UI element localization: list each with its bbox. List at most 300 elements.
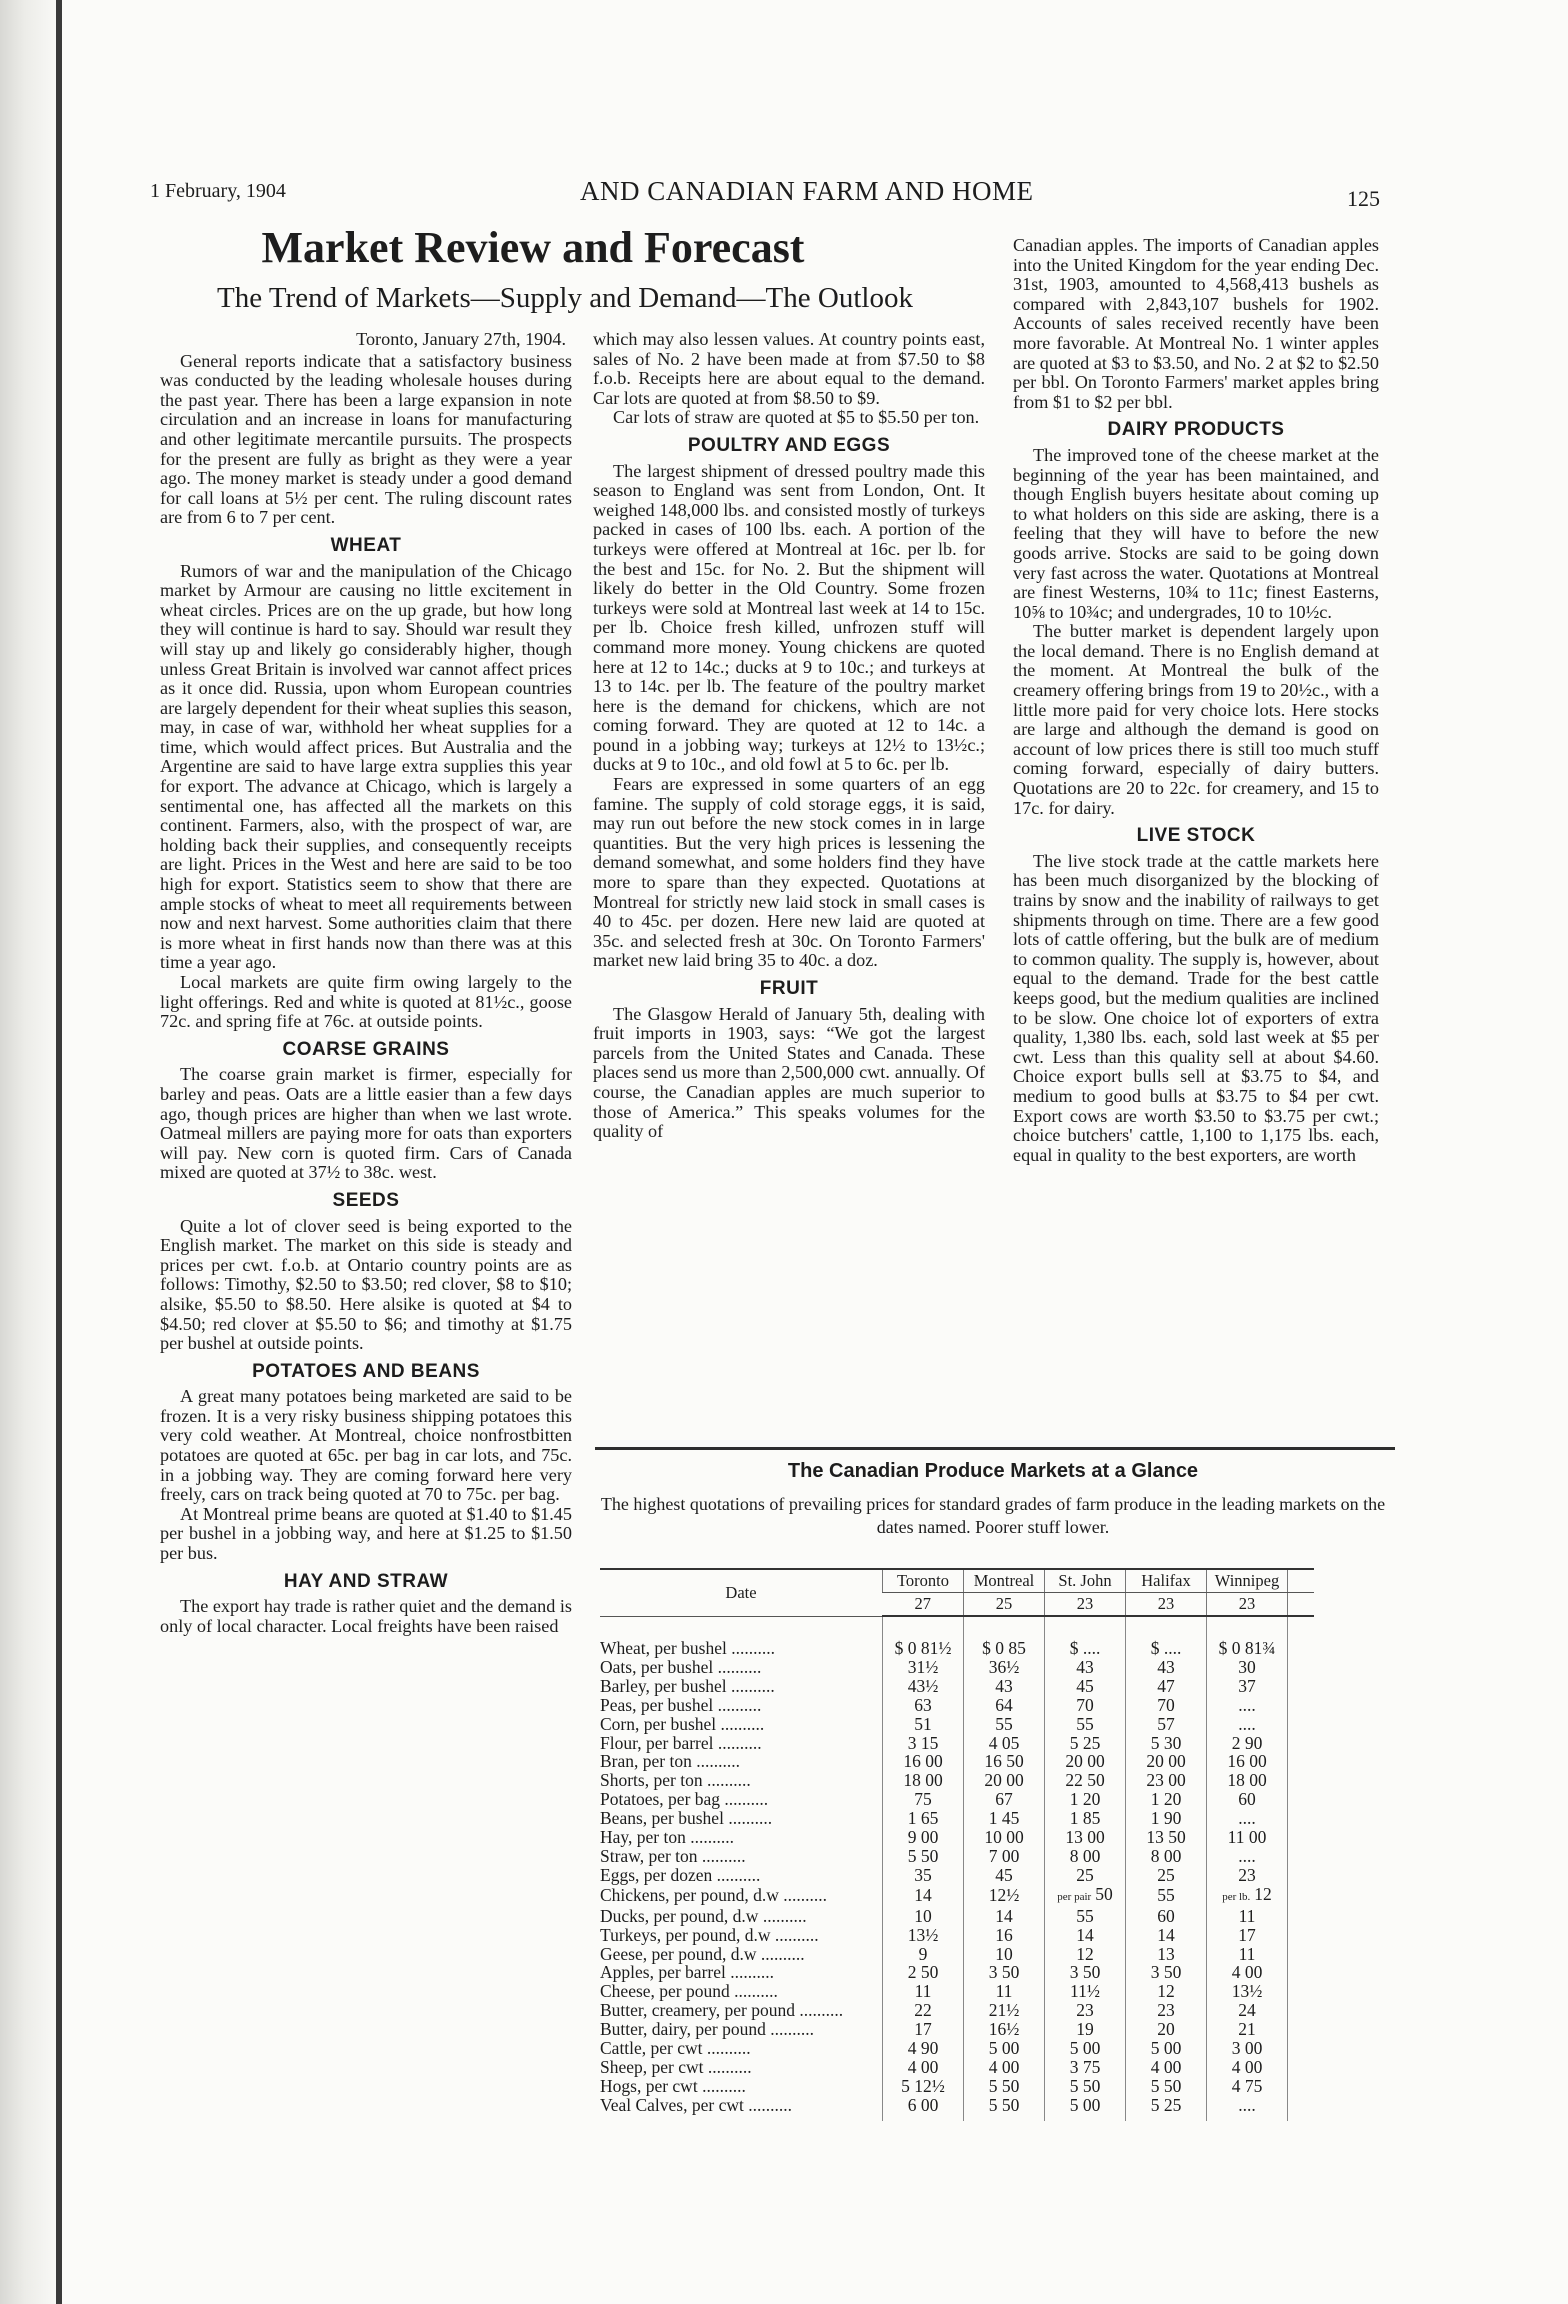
table-row <box>600 1963 1314 1982</box>
winnipeg-price <box>1207 1982 1288 2001</box>
wheat-paragraph: Local markets are quite firm owing largely to the light offerings. Red and white is quoted at 81½c., goose 72c. and spring fife at 76c. at outside points. <box>160 972 572 1032</box>
price-value: 14 <box>1076 1924 1094 1945</box>
row-item-cell <box>600 2096 883 2121</box>
spare-cell <box>1288 1866 1315 1885</box>
table-row <box>600 1771 1314 1790</box>
winnipeg-price <box>1207 1677 1288 1696</box>
date-column-header: Date <box>600 1569 883 1616</box>
price-value: 5 25 <box>1150 2094 1182 2115</box>
halifax-price <box>1126 1885 1207 1907</box>
row-item-cell <box>600 2077 883 2096</box>
stjohn-price <box>1045 1907 1126 1926</box>
toronto-price <box>883 1616 964 1658</box>
table-row <box>600 1715 1314 1734</box>
poultry-paragraph: The largest shipment of dressed poultry made this season to England was sent from London, Ont. It weighed 148,000 lbs. and consisted mostly of turkeys packed in cases of 100 lbs. each. A portion of the turkeys were offered at Montreal at 16c. per lb. for the best and 15c. for No. 2. But the shipment will likely do better in the Old Country. Some frozen turkeys were sold at Montreal last week at 14 to 15c. per lb. Choice fresh killed, unfrozen stuff will command more money. Young chickens are quoted here at 12 to 14c.; ducks at 9 to 10c.; and turkeys at 13 to 14c. per lb. The feature of the poultry market here is the demand for chickens, which are not coming forward. They are quoted at 12 to 14c. a pound in a jobbing way; turkeys at 12½ to 13½c.; ducks at 9 to 10c., and old fowl at 5 to 6c. per lb. <box>593 460 985 775</box>
price-value: 4 75 <box>1231 2075 1263 2096</box>
spare-cell <box>1288 1809 1315 1828</box>
price-value: 12 <box>1076 1943 1094 1964</box>
halifax-price <box>1126 2058 1207 2077</box>
price-value: 11 00 <box>1227 1827 1267 1848</box>
table-row <box>600 1828 1314 1847</box>
price-value: 8 00 <box>1150 1845 1182 1866</box>
price-value: 55 <box>1157 1885 1175 1906</box>
toronto-price <box>883 1847 964 1866</box>
toronto-price <box>883 1734 964 1753</box>
dairy-heading: DAIRY PRODUCTS <box>1107 419 1285 441</box>
price-value: 3 75 <box>1069 2056 1101 2077</box>
spare-cell <box>1288 1926 1315 1945</box>
winnipeg-price <box>1207 1847 1288 1866</box>
toronto-price <box>883 1790 964 1809</box>
halifax-price <box>1126 1715 1207 1734</box>
row-item-cell <box>600 1734 883 1753</box>
winnipeg-price <box>1207 1734 1288 1753</box>
spare-cell <box>1288 1982 1315 2001</box>
montreal-price <box>964 1982 1045 2001</box>
row-item-cell <box>600 1677 883 1696</box>
price-value: 7 00 <box>988 1845 1020 1866</box>
stjohn-price <box>1045 1734 1126 1753</box>
price-value: $ .... <box>1150 1638 1182 1658</box>
price-value: 14 <box>914 1885 932 1906</box>
stjohn-price <box>1045 2001 1126 2020</box>
spare-cell <box>1288 1771 1315 1790</box>
price-value: 1 20 <box>1069 1789 1101 1810</box>
halifax-price <box>1126 2020 1207 2039</box>
price-value: 16½ <box>988 2019 1020 2040</box>
price-value: $ .... <box>1069 1638 1101 1658</box>
montreal-price <box>964 2001 1045 2020</box>
stjohn-price <box>1045 1677 1126 1696</box>
stjohn-price <box>1045 1616 1126 1658</box>
price-value: 8 00 <box>1069 1845 1101 1866</box>
toronto-price <box>883 2096 964 2121</box>
price-value: 4 05 <box>988 1732 1020 1753</box>
toronto-price <box>883 1677 964 1696</box>
winnipeg-price <box>1207 1715 1288 1734</box>
commodity-label: Potatoes, per bag <box>600 1789 721 1810</box>
leader-dots: .......... <box>713 1732 762 1753</box>
stjohn-price <box>1045 1847 1126 1866</box>
price-value: 3 50 <box>1150 1962 1182 1983</box>
price-value: 1 90 <box>1150 1808 1182 1829</box>
price-value: 5 50 <box>988 2075 1020 2096</box>
table-row <box>600 1885 1314 1907</box>
row-item-cell <box>600 1847 883 1866</box>
montreal-price <box>964 1752 1045 1771</box>
live-stock-paragraph: The live stock trade at the cattle markets here has been much disorganized by the blocking of trains by snow and the inability of railways to get shipments through on time. There are a few good lots of cattle offering, but the bulk are of medium to common quality. The supply is, however, about equal to the demand. Trade for the best cattle keeps good, but the medium qualities are inclined to be slow. One choice lot of exporters of extra quality, 1,380 lbs. each, sold last week at $5 per cwt. Less than this quality sell at about $4.60. Choice export bulls sell at $3.75 to $4, and medium to good bulls at $3.75 to $4 per cwt. Export cows are worth $3.50 to $3.75 per cwt.; choice butchers' cattle, 1,100 to 1,175 lbs. each, equal in quality to the best exporters, are worth <box>1013 850 1379 1165</box>
price-value: 23 <box>1157 2000 1175 2021</box>
montreal-price <box>964 1616 1045 1658</box>
eggs-paragraph: Fears are expressed in some quarters of an egg famine. The supply of cold storage eggs, it is said, may run out before the new stock comes in in large quantities. But the very high prices is lessening the demand somewhat, and some holders find they have more to spare than they expected. Quotations at Montreal for strictly new laid stock in small cases is 40 to 45c. per dozen. Here new laid are quoted at 35c. and selected fresh at 30c. On Toronto Farmers' market new laid bring 35 to 40c. a doz. <box>593 774 985 971</box>
row-item-cell <box>600 2039 883 2058</box>
price-value: 9 <box>918 1943 928 1964</box>
price-value: 24 <box>1238 2000 1256 2021</box>
article-title: Market Review and Forecast <box>261 223 805 272</box>
table-row <box>600 1926 1314 1945</box>
price-value: 55 <box>1076 1905 1094 1926</box>
market-date: 27 <box>883 1593 964 1617</box>
spare-cell <box>1288 2001 1315 2020</box>
row-item-cell <box>600 1771 883 1790</box>
spare-column-date <box>1288 1593 1315 1617</box>
row-item-cell <box>600 1790 883 1809</box>
cheese-paragraph: The improved tone of the cheese market at the beginning of the year has been maintained, and though English buyers hesitate about coming up to what holders on this side are asking, there is a feeling that they will have to before the new goods arrive. Stocks are said to be going down very fast across the water. Quotations at Montreal are finest Westerns, 10¾ to 11c; finest Easterns, 10⅝ to 10¾c; and undergrades, 10 to 10½c. <box>1013 444 1379 622</box>
glance-title: The Canadian Produce Markets at a Glance <box>787 1460 1199 1482</box>
commodity-label: Bran, per ton <box>600 1751 692 1772</box>
halifax-price <box>1126 1907 1207 1926</box>
table-row <box>600 1734 1314 1753</box>
row-item-cell <box>600 1696 883 1715</box>
price-value: 75 <box>914 1789 932 1810</box>
column-1 <box>160 330 572 1636</box>
price-value: 5 00 <box>1069 2038 1101 2059</box>
row-item-cell <box>600 1885 883 1907</box>
price-value: .... <box>1238 1713 1256 1734</box>
column-3 <box>1013 236 1379 1165</box>
leader-dots: .......... <box>685 1827 734 1848</box>
commodity-label: Peas, per bushel <box>600 1694 714 1715</box>
price-value: 6 00 <box>907 2094 939 2115</box>
price-value: 12 <box>1254 1883 1272 1904</box>
row-item-cell <box>600 1963 883 1982</box>
stjohn-price <box>1045 1696 1126 1715</box>
toronto-price <box>883 1771 964 1790</box>
price-value: 12 <box>1157 1981 1175 2002</box>
price-value: 5 00 <box>988 2038 1020 2059</box>
leader-dots: .......... <box>756 1943 805 1964</box>
commodity-label: Wheat, per bushel <box>600 1637 727 1658</box>
price-value: 21 <box>1238 2019 1256 2040</box>
row-item-cell <box>600 1945 883 1964</box>
price-value: 55 <box>995 1713 1013 1734</box>
price-value: 10 <box>914 1905 932 1926</box>
montreal-price <box>964 2039 1045 2058</box>
price-value: 5 25 <box>1069 1732 1101 1753</box>
commodity-label: Hay, per ton <box>600 1827 686 1848</box>
leader-dots: .......... <box>702 2038 751 2059</box>
price-value: 1 20 <box>1150 1789 1182 1810</box>
journal-name: AND CANADIAN FARM AND HOME <box>580 176 1034 206</box>
spare-cell <box>1288 1828 1315 1847</box>
price-value: 4 00 <box>907 2056 939 2077</box>
commodity-label: Straw, per ton <box>600 1845 698 1866</box>
winnipeg-price <box>1207 1616 1288 1658</box>
stjohn-price <box>1045 1715 1126 1734</box>
unit-note: per pair <box>1057 1890 1092 1903</box>
price-value: 11 <box>1238 1943 1256 1964</box>
commodity-label: Barley, per bushel <box>600 1675 727 1696</box>
spare-cell <box>1288 1945 1315 1964</box>
price-value: 13 00 <box>1065 1827 1105 1848</box>
price-value: 43 <box>995 1675 1013 1696</box>
price-value: 20 00 <box>984 1770 1024 1791</box>
spare-cell <box>1288 2039 1315 2058</box>
price-value: 51 <box>914 1713 932 1734</box>
price-value: 2 50 <box>907 1962 939 1983</box>
price-value: 43 <box>1076 1656 1094 1677</box>
table-row <box>600 1847 1314 1866</box>
price-value: 12½ <box>988 1885 1020 1906</box>
winnipeg-price <box>1207 2058 1288 2077</box>
commodity-label: Veal Calves, per cwt <box>600 2094 744 2115</box>
price-value: 2 90 <box>1231 1732 1263 1753</box>
price-value: 19 <box>1076 2019 1094 2040</box>
price-value: 31½ <box>907 1656 939 1677</box>
toronto-price <box>883 1828 964 1847</box>
halifax-price <box>1126 1945 1207 1964</box>
price-value: 4 00 <box>1150 2056 1182 2077</box>
spare-cell <box>1288 2096 1315 2121</box>
halifax-price <box>1126 1828 1207 1847</box>
spare-cell <box>1288 1963 1315 1982</box>
price-value: 20 00 <box>1065 1751 1105 1772</box>
montreal-price <box>964 2058 1045 2077</box>
market-date: 23 <box>1045 1593 1126 1617</box>
table-row <box>600 1866 1314 1885</box>
montreal-price <box>964 1658 1045 1677</box>
toronto-price <box>883 1866 964 1885</box>
price-value: 3 15 <box>907 1732 939 1753</box>
winnipeg-price <box>1207 1963 1288 1982</box>
winnipeg-price <box>1207 1926 1288 1945</box>
commodity-label: Chickens, per pound, d.w <box>600 1885 779 1906</box>
price-value: 4 00 <box>1231 2056 1263 2077</box>
stjohn-price <box>1045 1658 1126 1677</box>
price-value: 16 50 <box>984 1751 1024 1772</box>
price-value: 25 <box>1076 1864 1094 1885</box>
spare-column-header <box>1288 1569 1315 1593</box>
winnipeg-price <box>1207 2039 1288 2058</box>
toronto-price <box>883 1658 964 1677</box>
halifax-price <box>1126 1847 1207 1866</box>
price-value: 23 <box>1076 2000 1094 2021</box>
section-divider <box>595 1447 1395 1450</box>
table-row <box>600 2039 1314 2058</box>
toronto-price <box>883 2077 964 2096</box>
price-value: 35 <box>914 1864 932 1885</box>
stjohn-price <box>1045 1963 1126 1982</box>
price-value: 22 50 <box>1065 1770 1105 1791</box>
table-row <box>600 2020 1314 2039</box>
winnipeg-price <box>1207 1866 1288 1885</box>
spare-cell <box>1288 1616 1315 1658</box>
leader-dots: .......... <box>794 2000 844 2021</box>
leader-dots: .......... <box>712 1864 761 1885</box>
dateline: Toronto, January 27th, 1904. <box>356 329 566 349</box>
winnipeg-price <box>1207 1809 1288 1828</box>
potatoes-paragraph: A great many potatoes being marketed are said to be frozen. It is a very risky business shipping potatoes this very cold weather. At Montreal, choice nonfrostbitten potatoes are quoted at 65c. per bag in car lots, and 75c. in a jobbing way. They are coming forward here very freely, cars on track being quoted at 70 to 75c. per bag. <box>160 1386 572 1505</box>
commodity-label: Flour, per barrel <box>600 1732 714 1753</box>
coarse-grains-paragraph: The coarse grain market is firmer, especially for barley and peas. Oats are a little easier than a few days ago, though prices are higher than when we last wrote. Oatmeal millers are paying more for oats than exporters will pay. New corn is quoted firm. Cars of Canada mixed are quoted at 37½ to 38c. west. <box>160 1064 572 1183</box>
price-value: 23 00 <box>1146 1770 1186 1791</box>
price-value: 5 12½ <box>901 2075 945 2096</box>
toronto-price <box>883 2020 964 2039</box>
halifax-price <box>1126 1734 1207 1753</box>
halifax-price <box>1126 1926 1207 1945</box>
winnipeg-price <box>1207 1885 1288 1907</box>
hay-paragraph: The export hay trade is rather quiet and the demand is only of local character. Local freights have been raised <box>160 1596 572 1636</box>
beans-paragraph: At Montreal prime beans are quoted at $1.40 to $1.45 per bushel in a jobbing way, and here at $1.25 to $1.50 per bus. <box>160 1503 572 1564</box>
seeds-heading: SEEDS <box>332 1189 400 1211</box>
price-value: 18 00 <box>1227 1770 1267 1791</box>
price-value: 21½ <box>988 2000 1020 2021</box>
price-value: 50 <box>1095 1883 1113 1904</box>
price-value: 1 45 <box>988 1808 1020 1829</box>
table-row <box>600 1945 1314 1964</box>
produce-price-table <box>600 1568 1314 2121</box>
unit-note: per lb. <box>1222 1890 1251 1903</box>
price-value: 14 <box>995 1905 1013 1926</box>
price-value: 22 <box>914 2000 932 2021</box>
hay-paragraph-continued: which may also lessen values. At country points east, sales of No. 2 have been made at from $7.50 to $8 f.o.b. Receipts here are about equal to the demand. Car lots are quoted at from $8.50 to $9. <box>593 329 985 408</box>
montreal-price <box>964 1926 1045 1945</box>
leader-dots: .......... <box>703 2056 752 2077</box>
market-header: Toronto <box>883 1569 964 1593</box>
price-value: 5 00 <box>1069 2094 1101 2115</box>
price-value: 67 <box>995 1789 1013 1810</box>
coarse-grains-heading: COARSE GRAINS <box>282 1038 450 1060</box>
price-value: $ 0 81¾ <box>1218 1638 1276 1658</box>
live-stock-heading: LIVE STOCK <box>1136 825 1256 847</box>
winnipeg-price <box>1207 1907 1288 1926</box>
price-value: 47 <box>1157 1675 1175 1696</box>
montreal-price <box>964 1790 1045 1809</box>
leader-dots: .......... <box>726 1637 775 1658</box>
price-value: 23 <box>1238 1864 1256 1885</box>
montreal-price <box>964 1866 1045 1885</box>
spare-cell <box>1288 1696 1315 1715</box>
leader-dots: .......... <box>697 1845 746 1866</box>
toronto-price <box>883 1982 964 2001</box>
price-value: 16 <box>995 1924 1013 1945</box>
price-value: 5 50 <box>988 2094 1020 2115</box>
row-item-cell <box>600 1616 883 1658</box>
row-item-cell <box>600 1828 883 1847</box>
commodity-label: Corn, per bushel <box>600 1713 717 1734</box>
price-value: 55 <box>1076 1713 1094 1734</box>
price-value: 43½ <box>907 1675 939 1696</box>
stjohn-price <box>1045 2039 1126 2058</box>
price-value: 10 <box>995 1943 1013 1964</box>
butter-paragraph: The butter market is dependent largely upon the local demand. There is no English demand at the moment. At Montreal the bulk of the creamery offering brings from 19 to 20½c., with a little more paid for very choice lots. Here stocks are large and although the demand is good on account of low prices there is still too much stuff coming forward, especially of dairy butters. Quotations are 20 to 22c. for creamery, and 15 to 17c. for dairy. <box>1013 621 1379 818</box>
stjohn-price <box>1045 1926 1126 1945</box>
price-value: 20 <box>1157 2019 1175 2040</box>
price-value: 64 <box>995 1694 1013 1715</box>
price-value: 45 <box>1076 1675 1094 1696</box>
hay-heading: HAY AND STRAW <box>283 1570 449 1592</box>
leader-dots: .......... <box>726 1675 775 1696</box>
price-value: 37 <box>1238 1675 1256 1696</box>
price-value: 1 65 <box>907 1808 939 1829</box>
market-date: 25 <box>964 1593 1045 1617</box>
column-2 <box>593 330 985 1142</box>
produce-markets-box <box>598 1460 1388 1539</box>
table-row <box>600 1809 1314 1828</box>
potatoes-heading: POTATOES AND BEANS <box>252 1360 480 1382</box>
stjohn-price <box>1045 2058 1126 2077</box>
price-value: 43 <box>1157 1656 1175 1677</box>
halifax-price <box>1126 1963 1207 1982</box>
toronto-price <box>883 2001 964 2020</box>
price-value: 11½ <box>1070 1981 1100 2002</box>
row-item-cell <box>600 1715 883 1734</box>
row-item-cell <box>600 2058 883 2077</box>
spare-cell <box>1288 2077 1315 2096</box>
table-row <box>600 1696 1314 1715</box>
price-value: 3 50 <box>1069 1962 1101 1983</box>
winnipeg-price <box>1207 1771 1288 1790</box>
scan-margin <box>0 0 62 2304</box>
stjohn-price <box>1045 1866 1126 1885</box>
montreal-price <box>964 1809 1045 1828</box>
price-value: 4 00 <box>1231 1962 1263 1983</box>
table-row <box>600 2077 1314 2096</box>
price-value: 70 <box>1157 1694 1175 1715</box>
table-row <box>600 1658 1314 1677</box>
price-value: 10 00 <box>984 1827 1024 1848</box>
stjohn-price <box>1045 2077 1126 2096</box>
commodity-label: Beans, per bushel <box>600 1808 724 1829</box>
table-row <box>600 2001 1314 2020</box>
leader-dots: .......... <box>725 1962 774 1983</box>
table-row <box>600 1677 1314 1696</box>
montreal-price <box>964 1847 1045 1866</box>
leader-dots: .......... <box>697 2075 746 2096</box>
commodity-label: Ducks, per pound, d.w <box>600 1905 759 1926</box>
stjohn-price <box>1045 1752 1126 1771</box>
price-value: 13 <box>1157 1943 1175 1964</box>
toronto-price <box>883 1945 964 1964</box>
halifax-price <box>1126 2039 1207 2058</box>
price-value: 5 50 <box>907 1845 939 1866</box>
price-value: 5 30 <box>1150 1732 1182 1753</box>
leader-dots: .......... <box>778 1885 827 1906</box>
toronto-price <box>883 2039 964 2058</box>
montreal-price <box>964 2096 1045 2121</box>
spare-cell <box>1288 1677 1315 1696</box>
spare-cell <box>1288 1790 1315 1809</box>
seeds-paragraph: Quite a lot of clover seed is being exported to the English market. The market on this side is steady and prices per cwt. f.o.b. at Ontario country points are as follows: Timothy, $2.50 to $3.50; red clover, $8 to $10; alsike, $5.50 to $8.50. Here alsike is quoted at $4 to $4.50; red clover at $5.50 to $6; and timothy at $1.75 per bushel at outside points. <box>160 1215 572 1354</box>
leader-dots: .......... <box>729 1981 778 2002</box>
market-header: St. John <box>1045 1569 1126 1593</box>
price-value: 16 00 <box>903 1751 943 1772</box>
price-value: .... <box>1238 1694 1256 1715</box>
table-row <box>600 2058 1314 2077</box>
spare-cell <box>1288 2058 1315 2077</box>
commodity-label: Shorts, per ton <box>600 1770 703 1791</box>
row-item-cell <box>600 1926 883 1945</box>
price-value: 57 <box>1157 1713 1175 1734</box>
fruit-paragraph-continued: Canadian apples. The imports of Canadian apples into the United Kingdom for the year ending Dec. 31st, 1903, amounted to 4,568,413 bushels as compared with 2,843,107 bushels for 1902. Accounts of sales received recently have been more favorable. At Montreal No. 1 winter apples are quoted at $3 to $3.50, and No. 2 at $2 to $2.50 per bbl. On Toronto Farmers' market apples bring from $1 to $2 per bbl. <box>1013 235 1379 412</box>
halifax-price <box>1126 2096 1207 2121</box>
commodity-label: Cattle, per cwt <box>600 2038 703 2059</box>
halifax-price <box>1126 1790 1207 1809</box>
table-row <box>600 1752 1314 1771</box>
price-value: .... <box>1238 1845 1256 1866</box>
spare-cell <box>1288 1715 1315 1734</box>
price-value: 1 85 <box>1069 1808 1101 1829</box>
page-edge <box>56 0 62 2304</box>
price-value: 25 <box>1157 1864 1175 1885</box>
fruit-heading: FRUIT <box>759 978 819 999</box>
spare-cell <box>1288 1885 1315 1907</box>
table-row <box>600 1982 1314 2001</box>
price-value: 45 <box>995 1864 1013 1885</box>
commodity-label: Eggs, per dozen <box>600 1864 713 1885</box>
commodity-label: Hogs, per cwt <box>600 2075 698 2096</box>
stjohn-price <box>1045 2096 1126 2121</box>
